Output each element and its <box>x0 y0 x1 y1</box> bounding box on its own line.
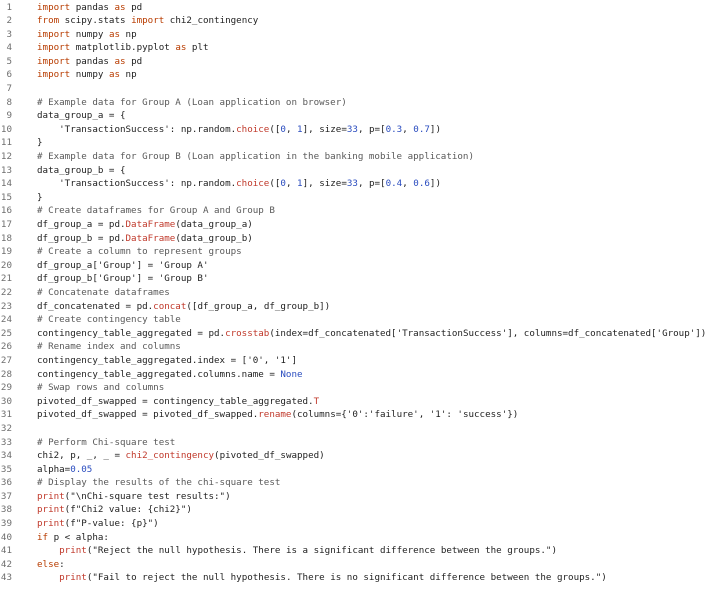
code-line[interactable] <box>0 395 640 409</box>
code-line[interactable] <box>0 531 640 545</box>
code-line[interactable] <box>0 245 640 259</box>
line-code: chi2, p, _, _ = chi2_contingency(pivoted_df_swapped) <box>37 450 325 462</box>
line-code: print(f"P-value: {p}") <box>37 518 159 530</box>
code-line[interactable] <box>0 123 640 137</box>
line-number: 3 <box>6 28 12 40</box>
line-code: contingency_table_aggregated = pd.crosstab(index=df_concatenated['TransactionSuccess'], columns=df_concatenated['Group']) <box>37 327 706 339</box>
line-code: import numpy as np <box>37 28 137 40</box>
code-line[interactable] <box>0 96 640 110</box>
line-number: 22 <box>0 286 12 298</box>
line-number: 8 <box>6 96 12 108</box>
line-code: # Rename index and columns <box>37 341 181 353</box>
line-number: 27 <box>0 354 12 366</box>
line-number: 23 <box>0 300 12 312</box>
line-number: 39 <box>0 518 12 530</box>
line-number: 29 <box>0 382 12 394</box>
line-code: import pandas as pd <box>37 55 143 67</box>
line-code: # Display the results of the chi-square test <box>37 477 281 489</box>
code-line[interactable] <box>0 571 640 585</box>
code-line[interactable] <box>0 28 640 42</box>
code-line[interactable] <box>0 422 640 436</box>
line-code: import matplotlib.pyplot as plt <box>37 42 209 54</box>
code-line[interactable] <box>0 232 640 246</box>
line-number: 42 <box>0 558 12 570</box>
line-code: # Perform Chi-square test <box>37 436 176 448</box>
code-line[interactable] <box>0 82 640 96</box>
code-line[interactable] <box>0 1 640 15</box>
line-code: import pandas as pd <box>37 1 143 13</box>
line-number: 19 <box>0 246 12 258</box>
line-code: contingency_table_aggregated.columns.name = None <box>37 368 303 380</box>
line-number: 34 <box>0 450 12 462</box>
line-number: 36 <box>0 477 12 489</box>
line-number: 25 <box>0 327 12 339</box>
line-code: print("Fail to reject the null hypothesis. There is no significant difference between the groups.") <box>59 572 607 584</box>
line-code: import numpy as np <box>37 69 137 81</box>
line-number: 26 <box>0 341 12 353</box>
code-line[interactable] <box>0 41 640 55</box>
code-line[interactable] <box>0 327 706 341</box>
line-number: 30 <box>0 395 12 407</box>
code-line[interactable] <box>0 164 640 178</box>
line-number: 17 <box>0 219 12 230</box>
line-code: # Swap rows and columns <box>37 382 165 394</box>
line-number: 43 <box>0 572 12 584</box>
code-line[interactable] <box>0 476 640 490</box>
line-code: df_group_a['Group'] = 'Group A' <box>37 259 209 271</box>
line-number: 4 <box>6 42 12 54</box>
code-line[interactable] <box>0 300 640 314</box>
code-line[interactable] <box>0 14 640 28</box>
line-code: from scipy.stats import chi2_contingency <box>37 15 259 27</box>
code-line[interactable] <box>0 150 640 164</box>
line-code: pivoted_df_swapped = contingency_table_aggregated.T <box>37 395 320 407</box>
line-code: print(f"Chi2 value: {chi2}") <box>37 504 192 516</box>
code-line[interactable] <box>0 191 640 205</box>
line-number: 33 <box>0 436 12 448</box>
line-number: 20 <box>0 259 12 271</box>
code-line[interactable] <box>0 408 640 422</box>
code-line[interactable] <box>0 177 640 191</box>
code-line[interactable] <box>0 503 640 517</box>
line-code: # Create a column to represent groups <box>37 246 242 258</box>
line-number: 9 <box>6 110 12 122</box>
line-code: data_group_b = { <box>37 164 126 176</box>
line-code: df_concatenated = pd.concat([df_group_a, df_group_b]) <box>37 300 331 312</box>
line-number: 10 <box>0 123 12 135</box>
code-line[interactable] <box>0 381 640 395</box>
line-code: # Concatenate dataframes <box>37 286 170 298</box>
line-number: 37 <box>0 490 12 502</box>
line-number: 11 <box>0 137 12 149</box>
line-code: # Example data for Group A (Loan application on browser) <box>37 96 347 108</box>
code-line[interactable] <box>0 558 640 572</box>
line-code: contingency_table_aggregated.index = ['0', '1'] <box>37 354 297 366</box>
code-line[interactable] <box>0 517 640 531</box>
line-number: 12 <box>0 151 12 163</box>
code-line[interactable] <box>0 368 640 382</box>
line-code: # Create contingency table <box>37 314 181 326</box>
line-number: 5 <box>6 55 12 67</box>
line-number: 41 <box>0 545 12 557</box>
line-number: 1 <box>6 1 12 13</box>
line-number: 2 <box>6 15 12 27</box>
line-code: else: <box>37 558 65 570</box>
line-code: 'TransactionSuccess': np.random.choice([0, 1], size=33, p=[0.3, 0.7]) <box>37 123 441 135</box>
line-code: } <box>37 191 43 203</box>
code-line[interactable] <box>0 109 640 123</box>
line-code: data_group_a = { <box>37 110 126 122</box>
line-number: 32 <box>0 422 12 434</box>
line-code: df_group_b = pd.DataFrame(data_group_b) <box>37 232 253 244</box>
line-number: 28 <box>0 368 12 380</box>
code-line[interactable] <box>0 463 640 477</box>
code-line[interactable] <box>0 544 640 558</box>
code-line[interactable] <box>0 259 640 273</box>
line-number: 6 <box>6 69 12 81</box>
line-number: 13 <box>0 164 12 176</box>
code-line[interactable] <box>0 449 640 463</box>
line-code: alpha=0.05 <box>37 463 93 475</box>
line-number: 40 <box>0 531 12 543</box>
line-code: 'TransactionSuccess': np.random.choice([0, 1], size=33, p=[0.4, 0.6]) <box>37 178 441 190</box>
line-number: 18 <box>0 232 12 244</box>
line-code: # Example data for Group B (Loan application in the banking mobile application) <box>37 151 474 163</box>
code-line[interactable] <box>0 204 640 218</box>
code-line[interactable] <box>0 313 640 327</box>
code-line[interactable] <box>0 340 640 354</box>
line-code: print("Reject the null hypothesis. There is a significant difference between the groups.") <box>59 545 557 557</box>
code-line[interactable] <box>0 354 640 368</box>
line-number: 15 <box>0 191 12 203</box>
code-line[interactable] <box>0 218 640 232</box>
code-line[interactable] <box>0 55 640 69</box>
line-number: 21 <box>0 273 12 285</box>
line-number: 7 <box>6 83 12 95</box>
line-number: 14 <box>0 178 12 190</box>
line-number: 16 <box>0 205 12 217</box>
code-line[interactable] <box>0 136 640 150</box>
line-code: df_group_a = pd.DataFrame(data_group_a) <box>37 219 253 230</box>
code-line[interactable] <box>0 68 640 82</box>
line-number: 38 <box>0 504 12 516</box>
line-number: 31 <box>0 409 12 421</box>
line-code: print("\nChi-square test results:") <box>37 490 231 502</box>
line-number: 35 <box>0 463 12 475</box>
line-code: # Create dataframes for Group A and Group B <box>37 205 275 217</box>
code-line[interactable] <box>0 490 640 504</box>
code-line[interactable] <box>0 272 640 286</box>
line-number: 24 <box>0 314 12 326</box>
code-line[interactable] <box>0 436 640 450</box>
line-code: if p < alpha: <box>37 531 109 543</box>
line-code: } <box>37 137 43 149</box>
code-line[interactable] <box>0 286 640 300</box>
line-code: df_group_b['Group'] = 'Group B' <box>37 273 209 285</box>
line-code: pivoted_df_swapped = pivoted_df_swapped.rename(columns={'0':'failure', '1': 'success'}) <box>37 409 519 421</box>
